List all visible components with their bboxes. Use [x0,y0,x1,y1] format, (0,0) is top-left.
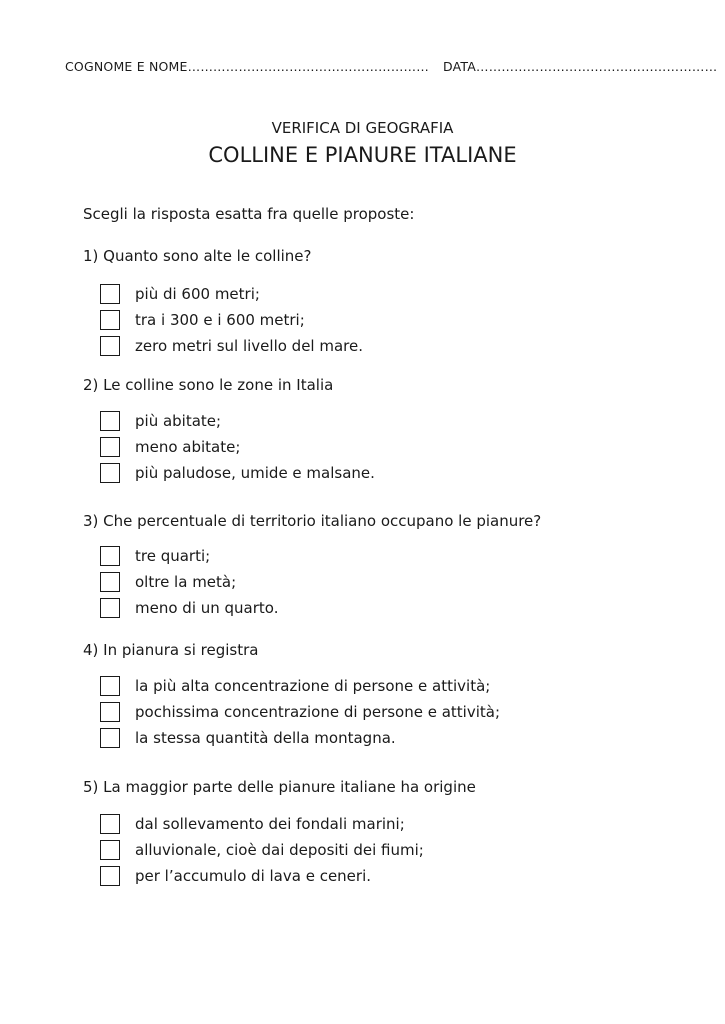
option-label: dal sollevamento dei fondali marini; [135,815,405,833]
option-label: la stessa quantità della montagna. [135,729,396,747]
question-text: 1) Quanto sono alte le colline? [83,247,312,265]
option-item[interactable] [100,572,660,594]
checkbox[interactable] [100,702,120,722]
option-item[interactable] [100,866,660,888]
option-label: meno abitate; [135,438,241,456]
option-label: la più alta concentrazione di persone e attività; [135,677,491,695]
option-label: più paludose, umide e malsane. [135,464,375,482]
option-item[interactable] [100,411,660,433]
option-label: alluvionale, cioè dai depositi dei fiumi; [135,841,424,859]
option-label: tre quarti; [135,547,211,565]
checkbox[interactable] [100,814,120,834]
option-item[interactable] [100,728,660,750]
option-label: tra i 300 e i 600 metri; [135,311,305,329]
checkbox[interactable] [100,411,120,431]
checkbox[interactable] [100,676,120,696]
option-label: meno di un quarto. [135,599,279,617]
question-text: 5) La maggior parte delle pianure italiane ha origine [83,778,476,796]
instructions: Scegli la risposta esatta fra quelle proposte: [83,205,415,223]
option-label: zero metri sul livello del mare. [135,337,364,355]
checkbox[interactable] [100,463,120,483]
checkbox[interactable] [100,546,120,566]
option-item[interactable] [100,336,660,358]
question-text: 2) Le colline sono le zone in Italia [83,376,334,394]
option-label: più di 600 metri; [135,285,260,303]
date-field[interactable]: DATA………………………………………………… [443,59,718,74]
option-item[interactable] [100,546,660,568]
option-label: più abitate; [135,412,222,430]
option-item[interactable] [100,284,660,306]
checkbox[interactable] [100,572,120,592]
worksheet-subtitle: VERIFICA DI GEOGRAFIA [271,119,454,137]
checkbox[interactable] [100,840,120,860]
option-item[interactable] [100,840,660,862]
option-label: oltre la metà; [135,573,237,591]
checkbox[interactable] [100,336,120,356]
question-text: 3) Che percentuale di territorio italiano occupano le pianure? [83,512,542,530]
question-text: 4) In pianura si registra [83,641,259,659]
option-item[interactable] [100,437,660,459]
option-item[interactable] [100,310,660,332]
checkbox[interactable] [100,598,120,618]
checkbox[interactable] [100,437,120,457]
option-item[interactable] [100,463,660,485]
checkbox[interactable] [100,728,120,748]
option-item[interactable] [100,702,660,724]
name-field[interactable]: COGNOME E NOME………………………………………………… [65,59,429,74]
checkbox[interactable] [100,284,120,304]
option-item[interactable] [100,598,660,620]
worksheet-title: COLLINE E PIANURE ITALIANE [208,143,517,167]
option-label: pochissima concentrazione di persone e attività; [135,703,501,721]
checkbox[interactable] [100,866,120,886]
checkbox[interactable] [100,310,120,330]
option-item[interactable] [100,676,660,698]
option-label: per l’accumulo di lava e ceneri. [135,867,372,885]
option-item[interactable] [100,814,660,836]
